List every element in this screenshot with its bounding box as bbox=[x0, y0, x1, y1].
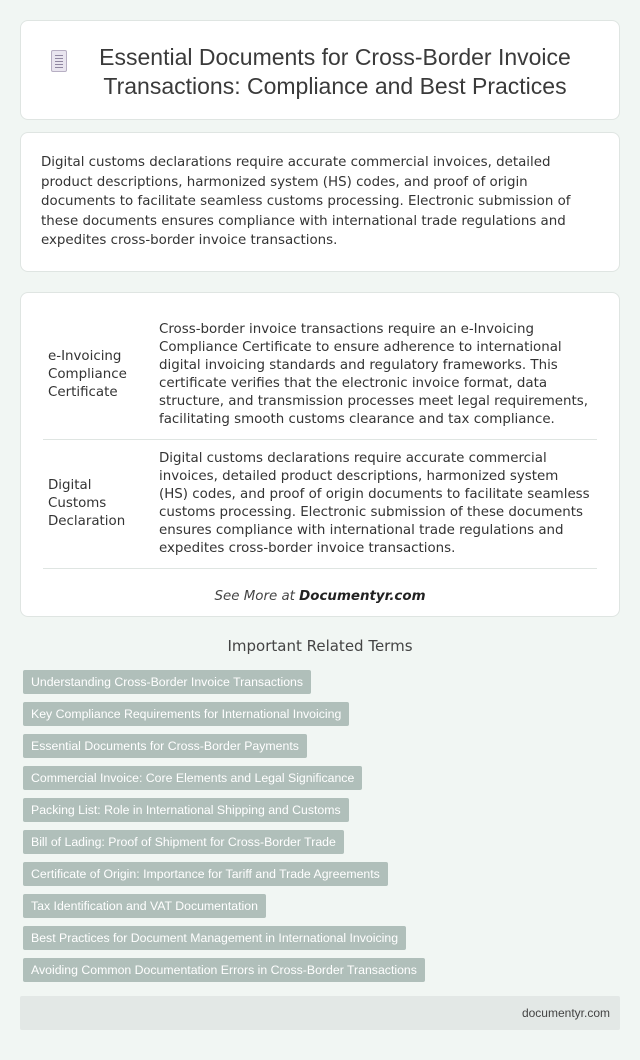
description-cell: Cross-border invoice transactions require an e-Invoicing Compliance Certificate to ensure adherence to international digital invoicing standards and regulatory frameworks. This certificate verifies that the electronic invoice format, data structure, and transmission processes meet legal requirements, facilitating smooth customs clearance and tax compliance. bbox=[155, 311, 597, 440]
summary-card bbox=[20, 132, 620, 272]
footer-site-link[interactable]: documentyr.com bbox=[521, 1006, 610, 1020]
related-term-tag[interactable]: Avoiding Common Documentation Errors in Cross-Border Transactions bbox=[23, 958, 425, 982]
related-terms-heading: Important Related Terms bbox=[227, 637, 413, 655]
definitions-table bbox=[43, 311, 597, 569]
definitions-card bbox=[20, 292, 620, 617]
related-term-tag[interactable]: Key Compliance Requirements for International Invoicing bbox=[23, 702, 349, 726]
term-cell: Digital Customs Declaration bbox=[43, 440, 155, 569]
description-cell: Digital customs declarations require accurate commercial invoices, detailed product descriptions, harmonized system (HS) codes, and proof of origin documents to facilitate seamless customs processing. Electronic submission of these documents ensures compliance with international trade regulations and expedites cross-border invoice transactions. bbox=[155, 440, 597, 569]
document-icon bbox=[51, 50, 67, 72]
summary-text: Digital customs declarations require accurate commercial invoices, detailed product descriptions, harmonized system (HS) codes, and proof of origin documents to facilitate seamless customs processing. Electronic submission of these documents ensures compliance with international trade regulations and expedites cross-border invoice transactions. bbox=[41, 155, 571, 248]
related-terms-list bbox=[23, 670, 425, 990]
table-row bbox=[43, 440, 597, 569]
related-term-tag[interactable]: Best Practices for Document Management in International Invoicing bbox=[23, 926, 406, 950]
see-more-prefix: See More at bbox=[214, 589, 300, 604]
title-row bbox=[51, 43, 589, 101]
related-term-tag[interactable]: Packing List: Role in International Shipping and Customs bbox=[23, 798, 349, 822]
see-more-line bbox=[43, 589, 597, 604]
term-cell: e-Invoicing Compliance Certificate bbox=[43, 311, 155, 440]
related-term-tag[interactable]: Commercial Invoice: Core Elements and Legal Significance bbox=[23, 766, 362, 790]
related-term-tag[interactable]: Essential Documents for Cross-Border Payments bbox=[23, 734, 307, 758]
see-more-link[interactable]: Documentyr.com bbox=[299, 589, 426, 604]
footer bbox=[20, 996, 620, 1030]
title-card bbox=[20, 20, 620, 120]
related-term-tag[interactable]: Bill of Lading: Proof of Shipment for Cross-Border Trade bbox=[23, 830, 344, 854]
related-term-tag[interactable]: Certificate of Origin: Importance for Tariff and Trade Agreements bbox=[23, 862, 388, 886]
page-title: Essential Documents for Cross-Border Invoice Transactions: Compliance and Best Practices bbox=[99, 44, 571, 99]
related-term-tag[interactable]: Tax Identification and VAT Documentation bbox=[23, 894, 266, 918]
related-term-tag[interactable]: Understanding Cross-Border Invoice Transactions bbox=[23, 670, 311, 694]
table-row bbox=[43, 311, 597, 440]
